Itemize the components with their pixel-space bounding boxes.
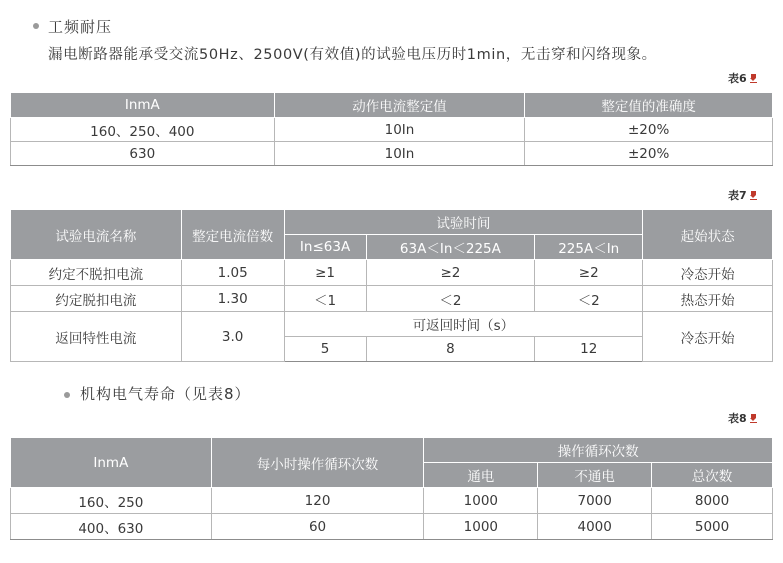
table8-header-inma: InmA bbox=[11, 438, 212, 488]
table8-caption: 表8 bbox=[728, 410, 757, 426]
table7-header-multiple: 整定电流倍数 bbox=[181, 210, 284, 260]
table7-cell: 12 bbox=[535, 337, 643, 362]
table7-subheader: In≤63A bbox=[284, 235, 366, 260]
bullet-dot bbox=[64, 392, 70, 398]
table7-cell: 1.30 bbox=[181, 286, 284, 312]
table-row bbox=[11, 142, 773, 166]
table7-cell: 1.05 bbox=[181, 260, 284, 286]
table7-cell: ＜1 bbox=[284, 286, 366, 312]
section-heading-mechanism-life: 机构电气寿命（见表8） bbox=[80, 385, 251, 403]
table7 bbox=[10, 209, 773, 362]
table8-cell: 1000 bbox=[424, 488, 538, 514]
table-row bbox=[11, 118, 773, 142]
download-icon[interactable] bbox=[750, 74, 757, 83]
table7-cell: 约定脱扣电流 bbox=[11, 286, 182, 312]
table7-cell: 约定不脱扣电流 bbox=[11, 260, 182, 286]
table6-cell: 160、250、400 bbox=[11, 118, 275, 142]
table7-cell: ＜2 bbox=[535, 286, 643, 312]
table6 bbox=[10, 92, 773, 166]
table7-subheader: 63A＜In＜225A bbox=[366, 235, 535, 260]
table7-cell: 冷态开始 bbox=[643, 260, 773, 286]
table6-cell: ±20% bbox=[525, 118, 773, 142]
table7-cell-return-time: 可返回时间（s） bbox=[284, 312, 643, 337]
table7-cell: ≥1 bbox=[284, 260, 366, 286]
table7-cell: 热态开始 bbox=[643, 286, 773, 312]
section-heading-power-frequency: 工频耐压 bbox=[48, 18, 113, 36]
table7-cell: ＜2 bbox=[366, 286, 535, 312]
table-row bbox=[11, 514, 773, 540]
table7-header-name: 试验电流名称 bbox=[11, 210, 182, 260]
table6-header-cell: 整定值的准确度 bbox=[525, 93, 773, 118]
table7-cell: ≥2 bbox=[535, 260, 643, 286]
table6-cell: 10In bbox=[274, 118, 525, 142]
download-icon[interactable] bbox=[750, 191, 757, 200]
table8-cell: 120 bbox=[211, 488, 424, 514]
table8-header-cycles: 操作循环次数 bbox=[424, 438, 773, 463]
table8-cell: 5000 bbox=[652, 514, 773, 540]
table7-header-state: 起始状态 bbox=[643, 210, 773, 260]
table7-cell: ≥2 bbox=[366, 260, 535, 286]
table8-cell: 400、630 bbox=[11, 514, 212, 540]
table8-cell: 8000 bbox=[652, 488, 773, 514]
table7-cell: 3.0 bbox=[181, 312, 284, 362]
table8-cell: 7000 bbox=[538, 488, 652, 514]
table-row bbox=[11, 260, 773, 286]
table-row bbox=[11, 286, 773, 312]
table8 bbox=[10, 437, 773, 540]
table-row bbox=[11, 488, 773, 514]
table7-cell: 5 bbox=[284, 337, 366, 362]
table7-cell: 冷态开始 bbox=[643, 312, 773, 362]
table6-header-cell: 动作电流整定值 bbox=[274, 93, 525, 118]
table8-cell: 160、250 bbox=[11, 488, 212, 514]
table6-cell: 630 bbox=[11, 142, 275, 166]
table-row bbox=[11, 312, 773, 337]
table7-header-time: 试验时间 bbox=[284, 210, 643, 235]
table8-header-per-hour: 每小时操作循环次数 bbox=[211, 438, 424, 488]
table7-cell: 返回特性电流 bbox=[11, 312, 182, 362]
table6-caption: 表6 bbox=[728, 70, 757, 86]
table8-cell: 4000 bbox=[538, 514, 652, 540]
table6-header-cell: InmA bbox=[11, 93, 275, 118]
section-paragraph: 漏电断路器能承受交流50Hz、2500V(有效值)的试验电压历时1min，无击穿和闪络现象。 bbox=[48, 47, 657, 63]
table7-caption: 表7 bbox=[728, 187, 757, 203]
table6-cell: ±20% bbox=[525, 142, 773, 166]
table8-subheader: 通电 bbox=[424, 463, 538, 488]
table7-cell: 8 bbox=[366, 337, 535, 362]
table8-subheader: 不通电 bbox=[538, 463, 652, 488]
download-icon[interactable] bbox=[750, 414, 757, 423]
table6-cell: 10In bbox=[274, 142, 525, 166]
bullet-dot bbox=[33, 23, 39, 29]
table8-cell: 1000 bbox=[424, 514, 538, 540]
table7-subheader: 225A＜In bbox=[535, 235, 643, 260]
table8-cell: 60 bbox=[211, 514, 424, 540]
table8-subheader: 总次数 bbox=[652, 463, 773, 488]
